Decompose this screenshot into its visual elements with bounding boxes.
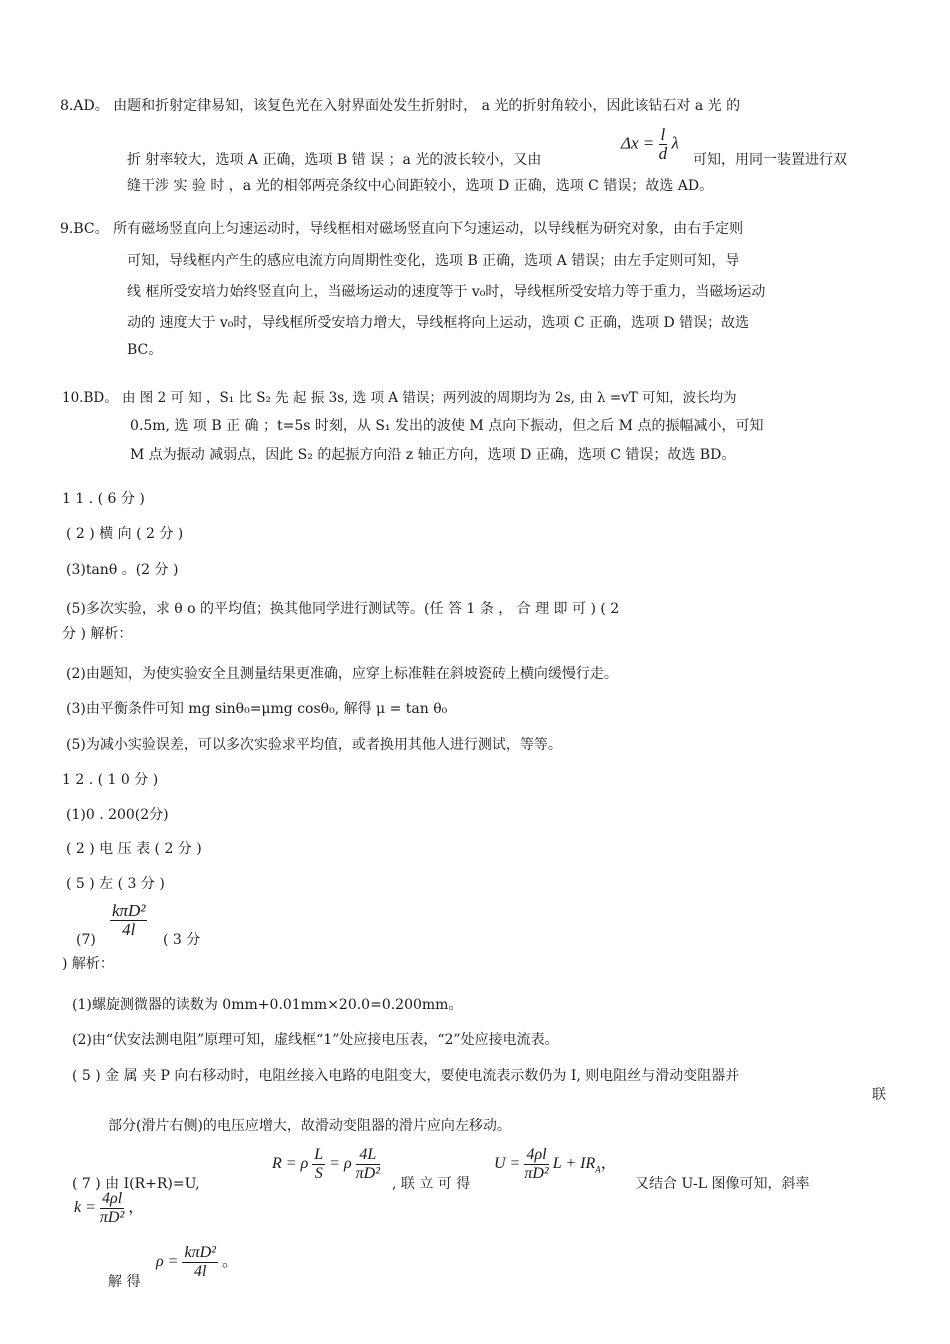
resistivity-lhs: ρ = [156, 1253, 179, 1271]
q9-line-2: 可知，导线框内产生的感应电流方向周期性变化，选项 B 正确，选项 A 错误；由左手定则可知，导 [127, 253, 740, 269]
q8-line-3: 缝干涉 实 验 时 ，a 光的相邻两亮条纹中心间距较小，选项 D 正确，选项 C 错误；故选 AD。 [127, 178, 714, 194]
q12-explain-7-slope: 又结合 U-L 图像可知，斜率 [635, 1176, 810, 1192]
slope-frac-num: 4ρl [100, 1190, 124, 1209]
q9-line-4: 动的 速度大于 v₀时，导线框所受安培力增大，导线框将向上运动，选项 C 正确，选项 D 错误；故选 [127, 315, 750, 331]
q12-answer-7-num: kπD² [112, 901, 146, 920]
q8-line-1: 8.AD。 由题和折射定律易知，该复色光在入射界面处发生折射时， a 光的折射角较小，因此该钻石对 a 光 的 [60, 98, 741, 114]
q12-answer-7-formula [110, 902, 147, 939]
q12-answer-1: (1)0 . 200(2分) [66, 807, 169, 823]
voltage-tail: L + IR [552, 1155, 596, 1173]
q12-answer-7-fraction [110, 902, 147, 939]
q12-heading: 1 2 . ( 1 0 分 ) [62, 772, 159, 788]
q11-answer-2: ( 2 ) 横 向 ( 2 分 ) [66, 526, 184, 542]
resistance-frac-2 [356, 1146, 380, 1183]
resistance-frac-2-num: 4L [356, 1146, 380, 1165]
q8-formula-lhs: Δx = [621, 133, 655, 153]
q8-formula [621, 126, 679, 163]
voltage-frac-den: πD² [524, 1165, 549, 1182]
q11-answer-3: (3)tanθ 。(2 分 ) [66, 562, 179, 578]
q10-line-3: M 点为振动 减弱点，因此 S₂ 的起振方向沿 z 轴正方向，选项 D 正确，选项 C 错误；故选 BD。 [130, 447, 736, 463]
q11-explain-3: (3)由平衡条件可知 mg sinθ₀=μmg cosθ₀, 解得 μ = tan θ₀ [66, 701, 448, 717]
q12-resistance-formula [272, 1146, 380, 1183]
q12-explain-2: (2)由“伏安法测电阻”原理可知，虚线框“1”处应接电压表，“2”处应接电流表。 [72, 1032, 559, 1048]
q10-line-1: 10.BD。 由 图 2 可 知 ，S₁ 比 S₂ 先 起 振 3s, 选 项 A 错误；两列波的周期均为 2s, 由 λ =vT 可知，波长均为 [62, 390, 737, 406]
voltage-lhs: U = [494, 1155, 521, 1173]
q11-heading: 1 1 . ( 6 分 ) [62, 491, 145, 507]
slope-lhs: k = [74, 1199, 96, 1217]
slope-comma: ， [128, 1199, 145, 1217]
resistivity-frac-den: 4l [193, 1263, 207, 1280]
q11-explain-2: (2)由题知，为使实验安全且测量结果更准确，应穿上标准鞋在斜坡瓷砖上横向缓慢行走。 [66, 666, 618, 682]
q8-formula-tail: λ [671, 133, 679, 153]
resistivity-frac [182, 1244, 217, 1281]
q8-formula-den: d [658, 144, 668, 163]
q12-explain-5c: 部分(滑片右侧)的电压应增大，故滑动变阻器的滑片应向左移动。 [108, 1118, 511, 1134]
q12-answer-7-label: (7) [76, 932, 96, 948]
q12-answer-7-score: ( 3 分 [163, 932, 201, 948]
q12-explain-5a: ( 5 ) 金 属 夹 P 向右移动时，电阻丝接入电路的电阻变大，要使电流表示数仍为 I, 则电阻丝与滑动变阻器并 [72, 1068, 740, 1084]
q12-voltage-formula [494, 1146, 617, 1183]
resistivity-frac-num: kπD² [184, 1244, 216, 1261]
resistance-frac-2-den: πD² [355, 1165, 381, 1182]
q9-line-3: 线 框所受安培力始终竖直向上，当磁场运动的速度等于 v₀时，导线框所受安培力等于重力，当磁场运动 [127, 284, 766, 300]
voltage-frac [524, 1146, 548, 1183]
q11-answer-5a: (5)多次实验，求 θ o 的平均值；换其他同学进行测试等。(任 答 1 条 ， 合 理 即 可 ) ( 2 [66, 601, 620, 617]
q8-line-2b: 可知，用同一装置进行双 [693, 152, 847, 168]
slope-frac [100, 1190, 124, 1227]
resistance-mid: = ρ [329, 1155, 352, 1173]
q12-solve-label: 解 得 [108, 1274, 141, 1290]
q12-answer-2: ( 2 ) 电 压 表 ( 2 分 ) [66, 841, 202, 857]
q8-formula-num: l [660, 125, 666, 144]
resistivity-period: 。 [221, 1253, 238, 1271]
resistance-frac-1-den: S [314, 1165, 323, 1182]
q12-answer-5: ( 5 ) 左 ( 3 分 ) [66, 876, 165, 892]
q10-line-2: 0.5m, 选 项 B 正 确 ；t=5s 时刻，从 S₁ 发出的波使 M 点向下振动，但之后 M 点的振幅减小，可知 [130, 418, 764, 434]
voltage-subscript: A [595, 1164, 601, 1175]
q12-explain-1: (1)螺旋测微器的读数为 0mm+0.01mm×20.0=0.200mm。 [72, 997, 463, 1013]
q9-line-5: BC。 [127, 342, 163, 358]
q12-answer-7-tail: ) 解析： [62, 956, 114, 972]
q12-answer-7-den: 4l [122, 920, 136, 939]
q8-line-2a: 折 射率较大，选项 A 正确，选项 B 错 误 ；a 光的波长较小，又由 [127, 152, 542, 168]
resistance-frac-1-num: L [314, 1146, 324, 1163]
q12-slope-formula [74, 1190, 144, 1227]
resistance-lhs: R = ρ [272, 1155, 309, 1173]
q9-line-1: 9.BC。 所有磁场竖直向上匀速运动时，导线框相对磁场竖直向下匀速运动，以导线框为研究对象，由右手定则 [60, 221, 744, 237]
q12-explain-5b: 联 [872, 1087, 886, 1103]
q12-explain-7-combine: , 联 立 可 得 [392, 1176, 471, 1192]
q11-answer-5b: 分 ) 解析： [62, 626, 133, 642]
voltage-comma: ， [600, 1155, 617, 1173]
resistance-frac-1 [312, 1146, 325, 1183]
q11-explain-5: (5)为减小实验误差，可以多次实验求平均值，或者换用其他人进行测试，等等。 [66, 737, 562, 753]
q12-explain-7-start: ( 7 ) 由 I(R+R)=U, [72, 1176, 200, 1192]
slope-frac-den: πD² [99, 1209, 125, 1226]
q12-resistivity-formula [156, 1244, 238, 1281]
q8-formula-fraction [659, 126, 668, 163]
voltage-frac-num: 4ρl [524, 1146, 548, 1165]
